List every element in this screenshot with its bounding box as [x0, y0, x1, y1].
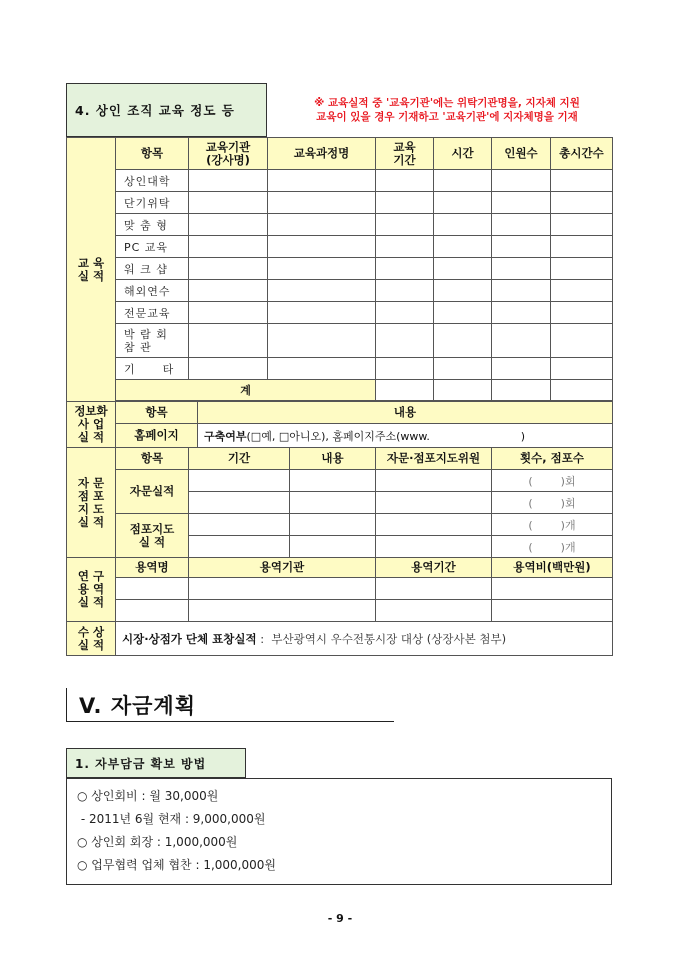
homepage-status-field[interactable]: [198, 424, 613, 448]
awards-label: [67, 622, 116, 656]
cell-input[interactable]: [376, 536, 492, 558]
cell-input[interactable]: [492, 578, 613, 600]
cell-input[interactable]: [434, 280, 492, 302]
homepage-address-text: (□예, □아니오), 홈페이지주소(www. ): [246, 429, 526, 443]
cell-input[interactable]: [189, 470, 290, 492]
count-field[interactable]: ( )회: [492, 470, 613, 492]
funding-line: - 2011년 6월 현재 : 9,000,000원: [77, 812, 266, 826]
education-item: 단기위탁: [116, 192, 189, 214]
cell-input[interactable]: [116, 600, 189, 622]
informatization-label: [67, 402, 116, 448]
info-header-item: 항목: [116, 402, 198, 424]
consult-item-advice: 자문실적: [116, 470, 189, 514]
awards-title: 시장·상점가 단체 표창실적: [122, 631, 257, 646]
research-header-institution: 용역기관: [189, 558, 376, 578]
cell-input[interactable]: [116, 578, 189, 600]
cell-input[interactable]: [376, 324, 434, 358]
label-line: 연 구: [77, 569, 105, 583]
cell-input[interactable]: [492, 302, 551, 324]
label-line: 수 상: [77, 624, 105, 639]
cell-input[interactable]: [268, 214, 376, 236]
cell-input[interactable]: [376, 600, 492, 622]
cell-input[interactable]: [268, 324, 376, 358]
cell-input[interactable]: [376, 302, 434, 324]
research-header-cost: 용역비(백만원): [492, 558, 613, 578]
cell-input[interactable]: [189, 492, 290, 514]
col-header-period: 교육 기간: [376, 138, 434, 170]
cell-input[interactable]: [551, 324, 613, 358]
build-status-label: 구축여부: [204, 429, 247, 443]
education-item: 워 크 샵: [116, 258, 189, 280]
cell-input[interactable]: [290, 536, 376, 558]
education-item: 박 람 회 참 관: [116, 324, 189, 358]
cell-input[interactable]: [189, 192, 268, 214]
label-line: 실 적: [77, 430, 105, 444]
cell-input[interactable]: [189, 236, 268, 258]
cell-input[interactable]: [268, 170, 376, 192]
cell-input[interactable]: [551, 258, 613, 280]
cell-input[interactable]: [290, 470, 376, 492]
label-line: 자 문: [77, 475, 105, 490]
note-line-1: ※ 교육실적 중 '교육기관'에는 위탁기관명을, 지자체 지원: [314, 97, 580, 109]
awards-field[interactable]: [116, 622, 613, 656]
count-field[interactable]: ( )회: [492, 492, 613, 514]
cell-input[interactable]: [376, 358, 434, 380]
consulting-label: [67, 448, 116, 558]
merchant-education-table: [66, 137, 613, 656]
cell-input[interactable]: [551, 380, 613, 401]
cell-input[interactable]: [492, 358, 551, 380]
chapter-5-heading: [66, 688, 394, 722]
label-line: 지 도: [77, 501, 105, 516]
label-line: 실 적: [77, 514, 105, 529]
education-record-label: [67, 138, 116, 402]
note-line-2: 교육이 있을 경우 기재하고 '교육기관'에 지자체명을 기재: [316, 111, 578, 123]
education-total-label: 계: [116, 380, 376, 401]
cell-input[interactable]: [268, 192, 376, 214]
cell-input[interactable]: [434, 170, 492, 192]
cell-input[interactable]: [376, 280, 434, 302]
label-line: 실 적: [77, 268, 105, 283]
education-item: PC 교육: [116, 236, 189, 258]
cell-input[interactable]: [434, 358, 492, 380]
cell-input[interactable]: [376, 470, 492, 492]
col-header-item: 항목: [116, 138, 189, 170]
label-line: 정보화: [74, 404, 108, 418]
cell-input[interactable]: [290, 492, 376, 514]
info-header-content: 내용: [198, 402, 613, 424]
cell-input[interactable]: [189, 578, 376, 600]
cell-input[interactable]: [189, 214, 268, 236]
label-line: 실 적: [77, 637, 105, 652]
cell-input[interactable]: [290, 514, 376, 536]
cell-input[interactable]: [376, 192, 434, 214]
cell-input[interactable]: [189, 514, 290, 536]
cell-input[interactable]: [268, 280, 376, 302]
consult-header-content: 내용: [290, 448, 376, 470]
cell-input[interactable]: [376, 380, 434, 401]
label-line: 용 역: [77, 582, 105, 596]
cell-input[interactable]: [492, 192, 551, 214]
count-field[interactable]: ( )개: [492, 536, 613, 558]
funding-title: 1. 자부담금 확보 방법: [66, 748, 246, 778]
cell-input[interactable]: [434, 302, 492, 324]
col-header-course: 교육과정명: [268, 138, 376, 170]
research-header-period: 용역기간: [376, 558, 492, 578]
education-item: 기 타: [116, 358, 189, 380]
funding-line: ○ 상인회 회장 : 1,000,000원: [77, 835, 238, 849]
cell-input[interactable]: [376, 578, 492, 600]
label-line: 실 적: [77, 595, 105, 609]
cell-input[interactable]: [189, 258, 268, 280]
cell-input[interactable]: [492, 170, 551, 192]
cell-input[interactable]: [268, 302, 376, 324]
cell-input[interactable]: [189, 302, 268, 324]
cell-input[interactable]: [492, 280, 551, 302]
cell-input[interactable]: [189, 600, 376, 622]
cell-input[interactable]: [492, 380, 551, 401]
consult-header-period: 기간: [189, 448, 290, 470]
funding-line: ○ 상인회비 : 월 30,000원: [77, 789, 219, 803]
cell-input[interactable]: [551, 358, 613, 380]
cell-input[interactable]: [434, 324, 492, 358]
label-line: 점 포: [77, 488, 105, 503]
label-line: 사 업: [77, 417, 105, 431]
cell-input[interactable]: [492, 600, 613, 622]
section-4-title: 4. 상인 조직 교육 정도 등: [66, 83, 267, 137]
consult-header-advisor: 자문·점포지도위원: [376, 448, 492, 470]
cell-input[interactable]: [376, 214, 434, 236]
research-label: [67, 558, 116, 622]
cell-input[interactable]: [434, 380, 492, 401]
cell-input[interactable]: [492, 236, 551, 258]
education-item: 맞 춤 형: [116, 214, 189, 236]
cell-input[interactable]: [376, 170, 434, 192]
cell-input[interactable]: [189, 536, 290, 558]
cell-input[interactable]: [268, 236, 376, 258]
funding-box: [66, 778, 612, 885]
col-header-headcount: 인원수: [492, 138, 551, 170]
cell-input[interactable]: [492, 324, 551, 358]
cell-input[interactable]: [268, 258, 376, 280]
cell-input[interactable]: [376, 236, 434, 258]
cell-input[interactable]: [189, 280, 268, 302]
col-header-total-hours: 총시간수: [551, 138, 613, 170]
page-number: - 9 -: [327, 912, 353, 925]
research-header-name: 용역명: [116, 558, 189, 578]
section-4-note: [272, 96, 622, 124]
cell-input[interactable]: [551, 170, 613, 192]
cell-input[interactable]: [434, 214, 492, 236]
count-field[interactable]: ( )개: [492, 514, 613, 536]
cell-input[interactable]: [492, 214, 551, 236]
cell-input[interactable]: [376, 514, 492, 536]
cell-input[interactable]: [376, 258, 434, 280]
cell-input[interactable]: [492, 258, 551, 280]
cell-input[interactable]: [551, 302, 613, 324]
funding-line: ○ 업무협력 업체 협찬 : 1,000,000원: [77, 858, 276, 872]
education-item: 상인대학: [116, 170, 189, 192]
cell-input[interactable]: [189, 324, 268, 358]
education-item: 전문교육: [116, 302, 189, 324]
cell-input[interactable]: [551, 214, 613, 236]
cell-input[interactable]: [189, 358, 268, 380]
col-header-hours: 시간: [434, 138, 492, 170]
col-header-institution: 교육기관 (강사명): [189, 138, 268, 170]
cell-input[interactable]: [551, 280, 613, 302]
cell-input[interactable]: [434, 192, 492, 214]
consult-header-item: 항목: [116, 448, 189, 470]
cell-input[interactable]: [189, 170, 268, 192]
label-line: 교 육: [77, 255, 105, 270]
cell-input[interactable]: [551, 236, 613, 258]
chapter-5-title: V. 자금계획: [79, 694, 196, 718]
cell-input[interactable]: [434, 258, 492, 280]
consult-item-store-guidance: 점포지도 실 적: [116, 514, 189, 558]
info-item-homepage: 홈페이지: [116, 424, 198, 448]
consult-header-count: 횟수, 점포수: [492, 448, 613, 470]
cell-input[interactable]: [268, 358, 376, 380]
cell-input[interactable]: [434, 236, 492, 258]
cell-input[interactable]: [376, 492, 492, 514]
cell-input[interactable]: [551, 192, 613, 214]
education-item: 해외연수: [116, 280, 189, 302]
awards-text: : 부산광역시 우수전통시장 대상 (상장사본 첨부): [256, 631, 507, 646]
